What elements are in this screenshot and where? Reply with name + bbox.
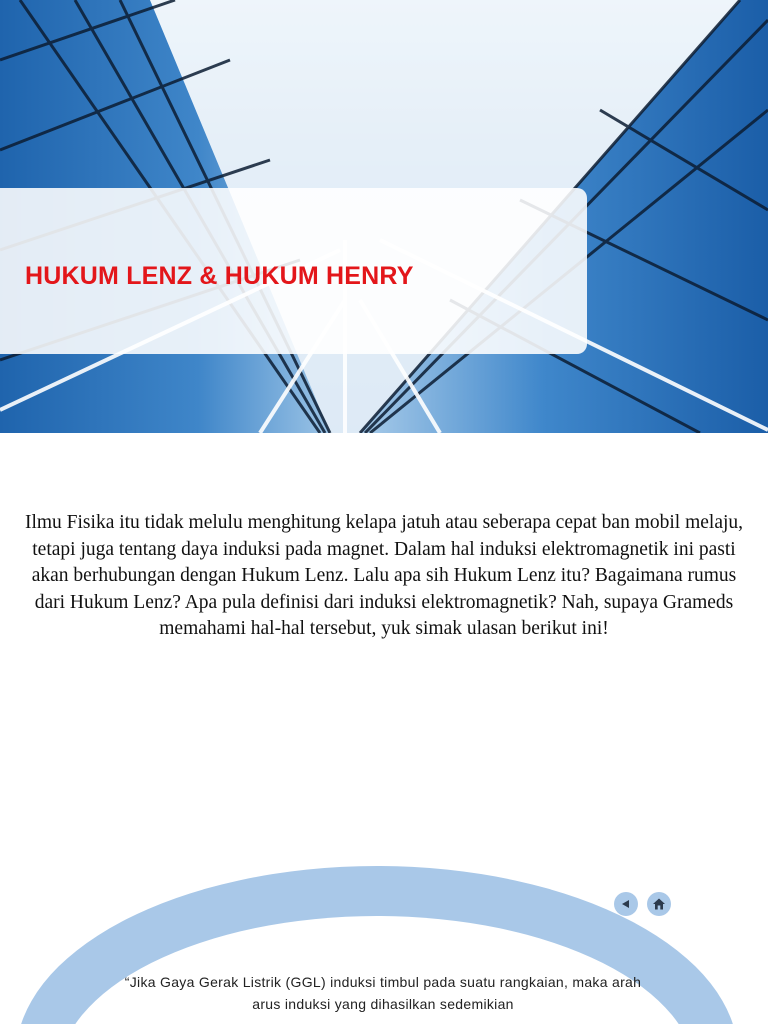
law-quote: “Jika Gaya Gerak Listrik (GGL) induksi timbul pada suatu rangkaian, maka arah arus induksi yang dihasilkan sedemikian bbox=[124, 974, 642, 1012]
quote-slide bbox=[0, 864, 768, 1024]
home-button[interactable] bbox=[647, 892, 671, 916]
hero-banner bbox=[0, 0, 768, 433]
slide-title: HUKUM LENZ & HUKUM HENRY bbox=[25, 262, 414, 290]
home-icon bbox=[652, 897, 666, 911]
back-button[interactable] bbox=[614, 892, 638, 916]
intro-paragraph: Ilmu Fisika itu tidak melulu menghitung kelapa jatuh atau seberapa cepat ban mobil melaju, tetapi juga tentang daya induksi pada magnet. Dalam hal induksi elektromagnetik ini pasti akan berhubungan dengan Hukum Lenz. Lalu apa sih Hukum Lenz itu? Bagaimana rumus dari Hukum Lenz? Apa pula definisi dari induksi elektromagnetik? Nah, supaya Grameds memahami hal-hal tersebut, yuk simak ulasan berikut ini! bbox=[24, 512, 744, 640]
triangle-left-icon bbox=[620, 898, 632, 910]
